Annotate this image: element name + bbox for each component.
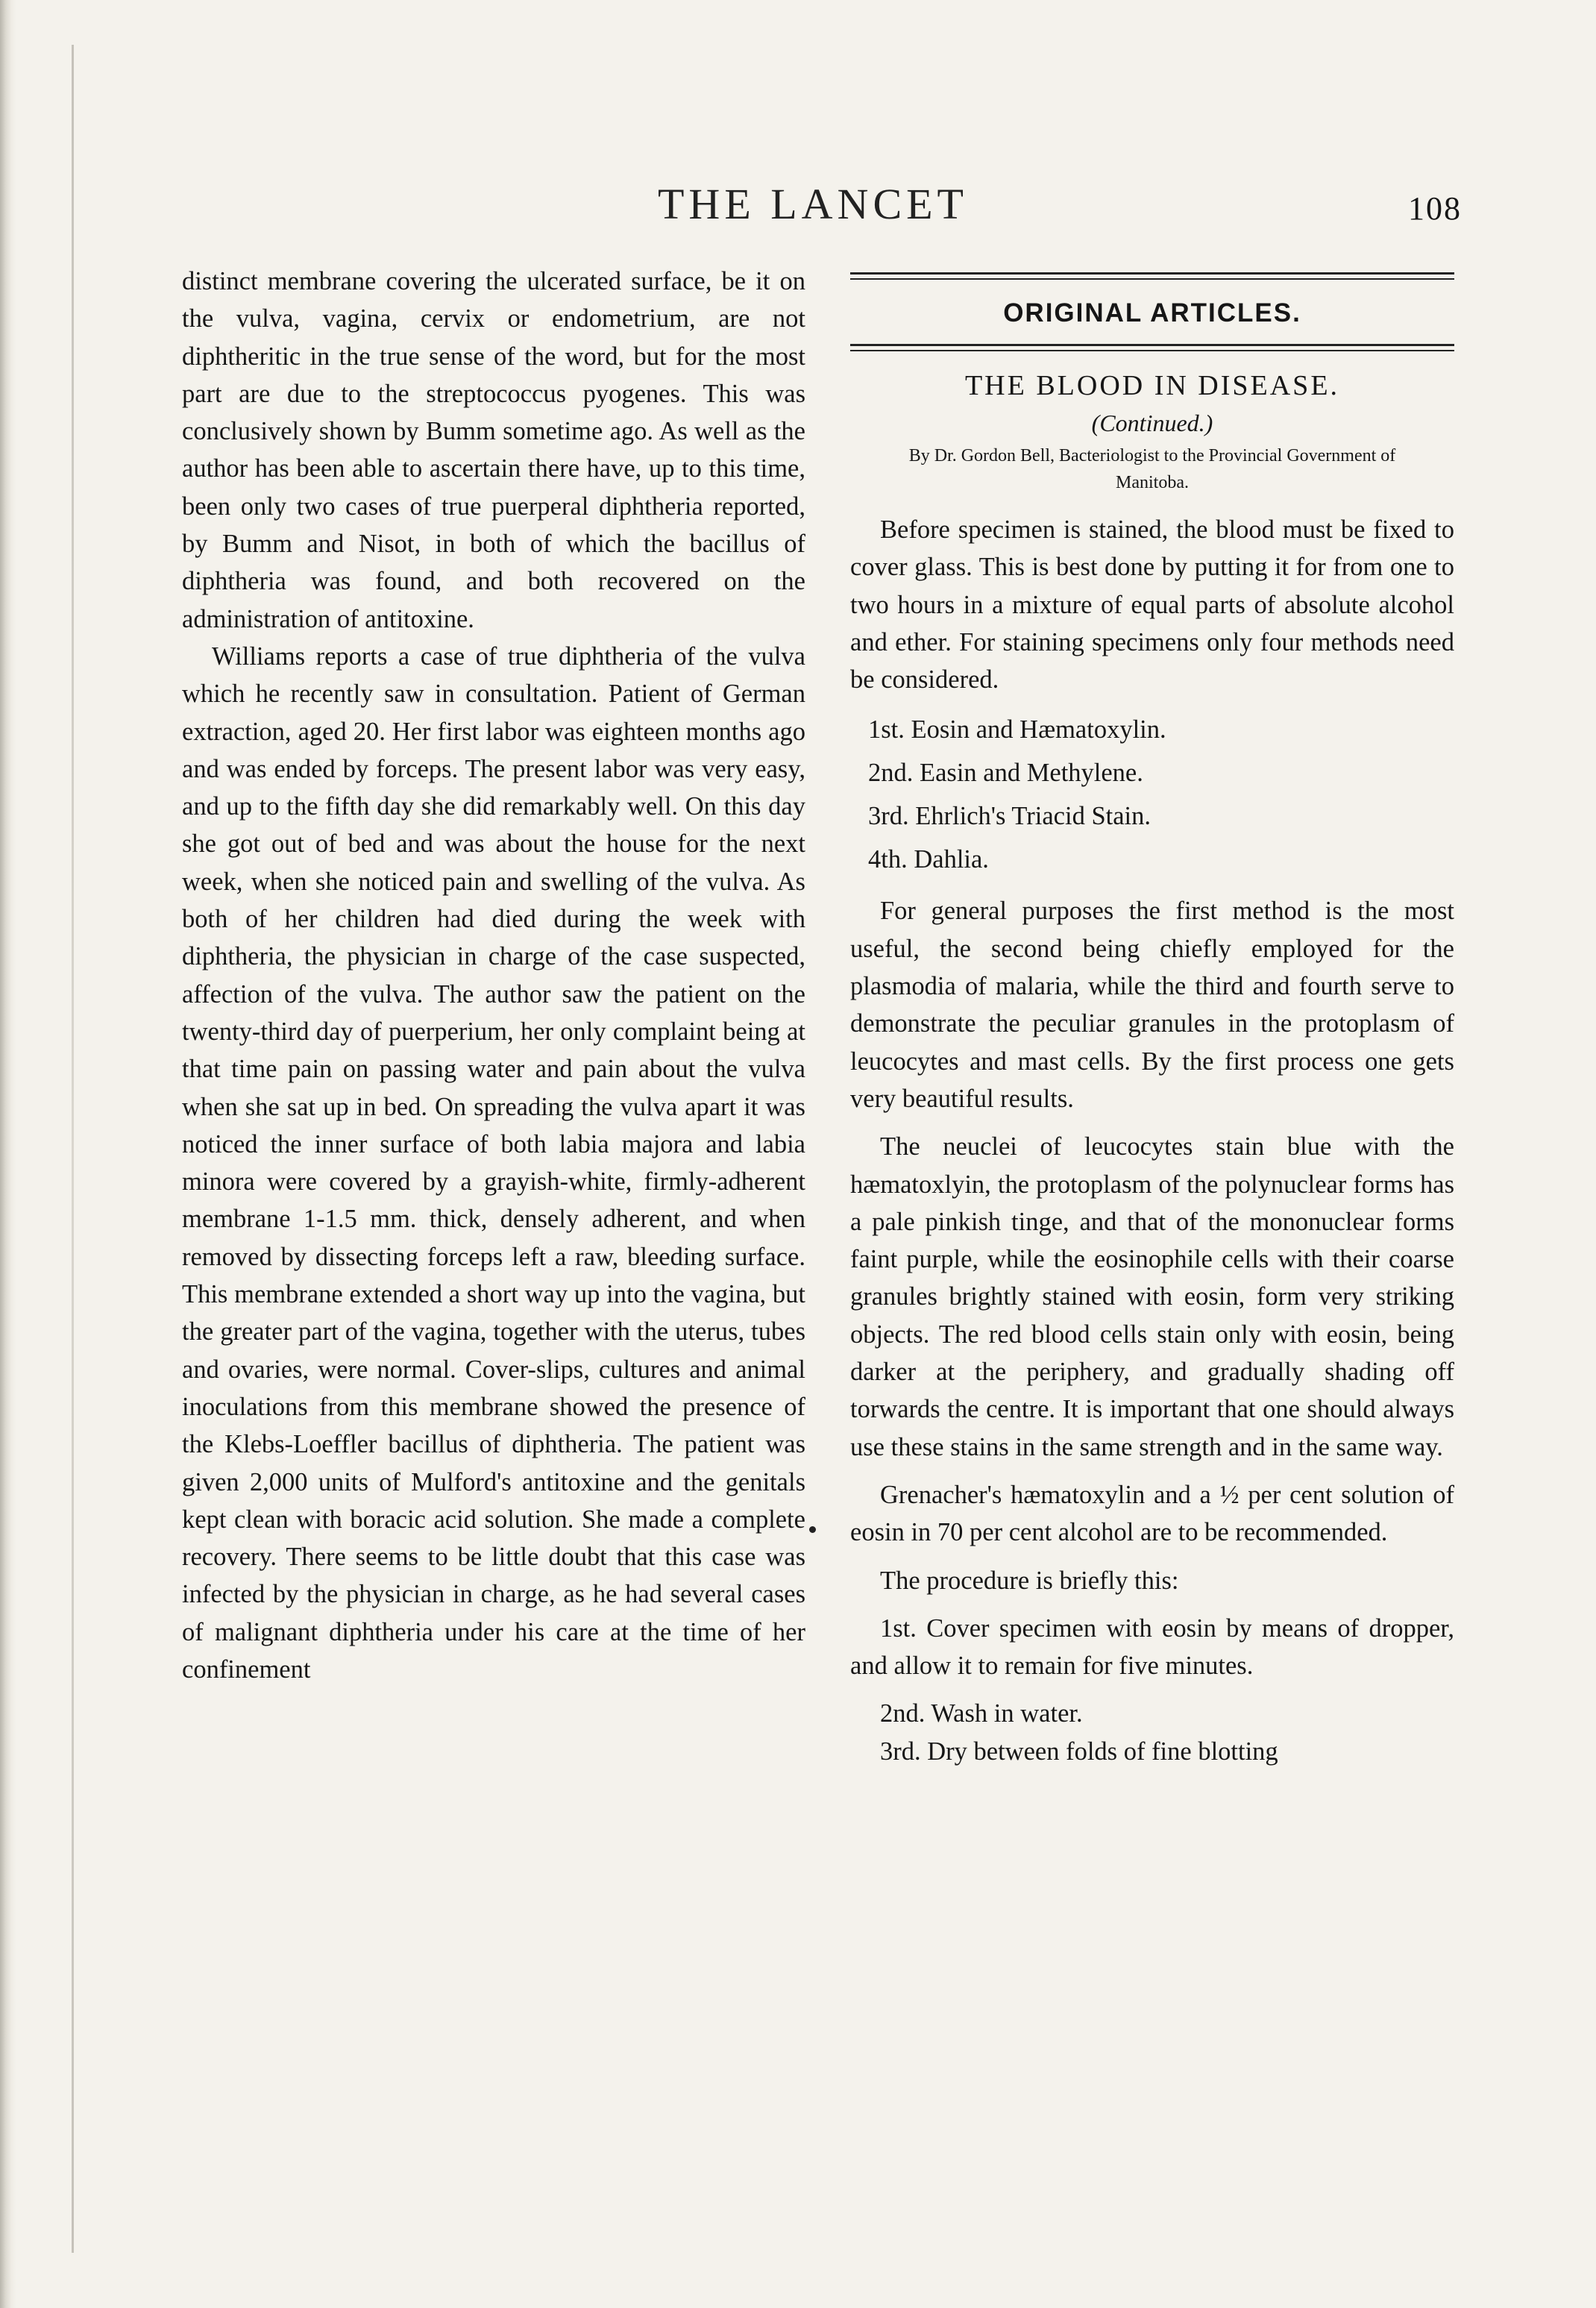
binding-edge — [72, 45, 74, 2253]
procedure-step: 2nd. Wash in water. — [880, 1699, 1083, 1728]
procedure-step: 3rd. Dry between folds of fine blotting — [880, 1737, 1278, 1766]
double-rule-top — [850, 272, 1454, 280]
procedure-step: 1st. Cover specimen with eosin by means of dropper, and allow it to remain for five minutes. — [850, 1614, 1454, 1681]
paragraph-continued: distinct membrane covering the ulcerated surface, be it on the vulva, vagina, cervix or endometrium, are not diphtheritic in the true sense of the word, but for the most part are due to the streptococcus pyogenes. This was conclusively shown by Bumm sometime ago. As well as the author has been able to ascertain there have, up to this time, been only two cases of true puerperal diphtheria reported, by Bumm and Nisot, in both of which the bacillus of diphtheria was found, and both recovered on the administration of antitoxine. — [182, 267, 805, 633]
paragraph-neuclei: The neuclei of leucocytes stain blue with the hæmatoxlyin, the protoplasm of the polynuclear forms has a pale pinkish tinge, and that of the mononuclear forms faint purple, while the eosinophile cells with their coarse granules brightly stained with eosin, form very striking objects. The red blood cells stain only with eosin, being darker at the periphery, and gradually shading off torwards the centre. It is important that one should always use these stains in the same strength and in the same way. — [850, 1132, 1454, 1461]
journal-title: THE LANCET — [658, 180, 968, 228]
method-item: 1st. Eosin and Hæmatoxylin. — [868, 715, 1166, 744]
method-item: 4th. Dahlia. — [868, 845, 989, 874]
author-byline: By Dr. Gordon Bell, Bacteriologist to the Provincial Government of Manitoba. — [908, 446, 1396, 492]
article-title: THE BLOOD IN DISEASE. — [964, 370, 1340, 401]
running-header — [0, 179, 1596, 246]
paragraph-williams-case: Williams reports a case of true diphtheria of the vulva which he recently saw in consultation. Patient of German extraction, aged 20. Her first labor was eighteen months ago and was ended by forceps. The present labor was very easy, and up to the fifth day she did remarkably well. On this day she got out of bed and was about the house for the next week, when she noticed pain and swelling of the vulva. As both of her children had died during the week with diphtheria, the physician in charge of the case suspected, affection of the vulva. The author saw the patient on the twenty-third day of puerperium, her only complaint being at that time pain on passing water and pain about the vulva when she sat up in bed. On spreading the vulva apart it was noticed the inner surface of both labia majora and labia minora were covered by a grayish-white, firmly-adherent membrane 1-1.5 mm. thick, densely adherent, and when removed by dissecting forceps left a raw, bleeding surface. This membrane extended a short way up into the vagina, but the greater part of the vagina, together with the uterus, tubes and ovaries, were normal. Cover-slips, cultures and animal inoculations from this membrane showed the presence of the Klebs-Loeffler bacillus of diphtheria. The patient was given 2,000 units of Mulford's antitoxine and the genitals kept clean with boracic acid solution. She made a complete recovery. There seems to be little doubt that this case was infected by the physician in charge, as he had several cases of malignant diphtheria under his care at the time of her confinement — [182, 642, 805, 1684]
page-number: 108 — [1408, 190, 1462, 227]
continued-note: (Continued.) — [1091, 410, 1213, 436]
method-item: 2nd. Easin and Methylene. — [868, 759, 1143, 788]
double-rule-bottom — [850, 344, 1454, 351]
right-column — [850, 265, 1454, 1770]
paragraph-procedure: The procedure is briefly this: — [880, 1566, 1179, 1595]
paragraph-fixing: Before specimen is stained, the blood must be fixed to cover glass. This is best done by putting it for from one to two hours in a mixture of equal parts of absolute alcohol and ether. For staining specimens only four methods need be considered. — [850, 515, 1454, 694]
left-column — [182, 263, 805, 1688]
section-heading: ORIGINAL ARTICLES. — [1003, 298, 1301, 327]
method-item: 3rd. Ehrlich's Triacid Stain. — [868, 802, 1151, 831]
paragraph-purposes: For general purposes the first method is the most useful, the second being chiefly employed for the plasmodia of malaria, while the third and fourth serve to demonstrate the peculiar granules in the protoplasm of leucocytes and mast cells. By the first process one gets very beautiful results. — [850, 897, 1454, 1113]
paragraph-grenacher: Grenacher's hæmatoxylin and a ½ per cent solution of eosin in 70 per cent alcohol are to be recommended. — [850, 1480, 1454, 1547]
margin-mark — [809, 1526, 816, 1533]
page-spine-shadow — [0, 0, 16, 2308]
